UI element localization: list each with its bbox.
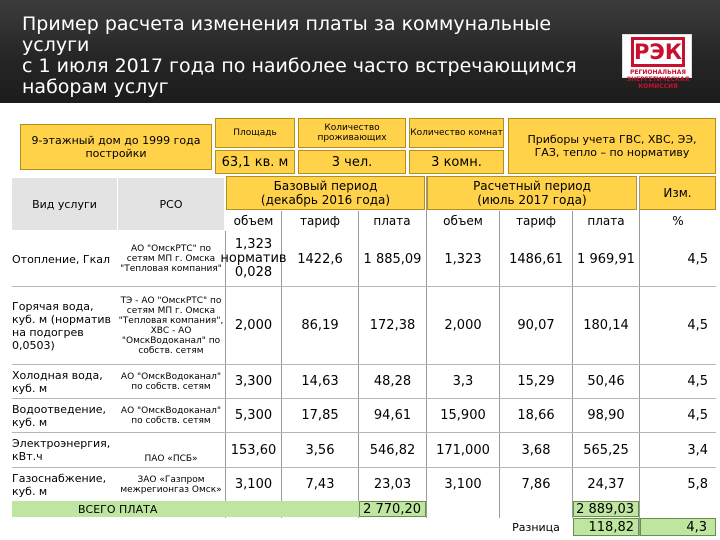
rso-name: ЗАО «Газпром межрегионгаз Омск» — [120, 474, 222, 495]
residents-value-box — [298, 150, 406, 174]
row-hot-water-pay-base — [359, 287, 426, 364]
volume-calc: 3,100 — [444, 477, 482, 492]
row-sewage-vol-calc — [427, 399, 499, 432]
rso-name: АО "ОмскРТС" по сетям МП г. Омска "Тепловая компания" — [120, 244, 222, 274]
difference-label: Разница — [512, 520, 560, 534]
row-electricity-vol-base — [226, 433, 281, 467]
total-label: ВСЕГО ПЛАТА — [78, 502, 158, 516]
difference-pct: 4,3 — [686, 519, 707, 535]
total-base-cell — [359, 501, 426, 517]
row-gas-vol-calc — [427, 468, 499, 501]
base-period-header — [226, 176, 425, 210]
volume-calc: 3,3 — [452, 374, 474, 389]
rooms-label: Количество комнат — [410, 128, 503, 138]
percent-label: % — [672, 214, 684, 228]
tariff-base: 7,43 — [305, 477, 335, 492]
calc-tariff-header — [500, 211, 572, 231]
row-gas-tariff-base — [282, 468, 358, 501]
row-hot-water-vol-base — [226, 287, 281, 364]
pay-calc: 50,46 — [587, 374, 625, 389]
meters-box — [508, 118, 716, 174]
row-hot-water-pct — [640, 287, 716, 364]
tariff-calc: 90,07 — [517, 318, 555, 333]
volume-base: 5,300 — [234, 408, 273, 423]
calc-tariff-label: тариф — [515, 214, 557, 228]
row-sewage-rso — [118, 399, 224, 432]
row-electricity-rso — [118, 452, 224, 466]
volume-calc: 2,000 — [444, 318, 482, 333]
service-name: Электроэнергия, кВт.ч — [12, 437, 111, 463]
pay-calc: 565,25 — [583, 442, 629, 458]
row-sewage-service — [12, 399, 118, 432]
calc-pay-label: плата — [587, 214, 625, 228]
difference-pct-cell — [640, 518, 716, 536]
row-heating-pay-base — [359, 232, 426, 286]
row-heating-pay-calc — [573, 232, 639, 286]
row-electricity-pay-base — [359, 433, 426, 467]
row-cold-water-pay-base — [359, 365, 426, 398]
row-hot-water-tariff-calc — [500, 287, 572, 364]
volume-calc: 1,323 — [444, 251, 482, 267]
row-hot-water-tariff-base — [282, 287, 358, 364]
base-pay-label: плата — [373, 214, 411, 228]
pay-calc: 180,14 — [583, 318, 629, 333]
difference-label-cell — [500, 518, 572, 536]
volume-base: 2,000 — [234, 318, 273, 333]
row-heating-tariff-base — [282, 232, 358, 286]
row-heating-tariff-calc — [500, 232, 572, 286]
row-cold-water-tariff-calc — [500, 365, 572, 398]
volume-calc: 15,900 — [440, 408, 486, 423]
house-type-text: 9-этажный дом до 1999 года постройки — [31, 134, 201, 160]
col-rso-label: РСО — [159, 197, 183, 211]
change-pct: 3,4 — [687, 442, 708, 458]
row-cold-water-vol-calc — [427, 365, 499, 398]
row-sewage-pct — [640, 399, 716, 432]
calc-volume-label: объем — [443, 214, 483, 228]
tariff-base: 14,63 — [301, 374, 339, 389]
base-pay-header — [359, 211, 425, 231]
base-period-label: Базовый период (декабрь 2016 года) — [260, 179, 391, 207]
calc-pay-header — [573, 211, 639, 231]
row-heating-pct — [640, 232, 716, 286]
col-service-label: Вид услуги — [32, 197, 97, 211]
slide-header — [0, 0, 720, 103]
rso-name: АО "ОмскВодоканал" по собств. сетям — [120, 405, 222, 426]
rek-logo-mark: РЭК — [631, 37, 685, 67]
pay-calc: 1 969,91 — [577, 251, 635, 267]
row-hot-water-rso — [118, 287, 224, 364]
pay-calc: 98,90 — [587, 408, 625, 423]
tariff-base: 3,56 — [305, 442, 335, 458]
house-type-box — [20, 124, 212, 170]
change-pct: 4,5 — [687, 318, 708, 333]
row-electricity-pct — [640, 433, 716, 467]
total-base-value: 2 770,20 — [363, 501, 421, 517]
rso-name: ТЭ - АО "ОмскРТС" по сетям МП г. Омска "Тепловая компания", ХВС - АО "ОмскВодоканал" по собств. сетям — [118, 295, 224, 356]
service-name: Водоотведение, куб. м — [12, 402, 106, 429]
row-cold-water-pct — [640, 365, 716, 398]
service-name: Холодная вода, куб. м — [12, 368, 103, 395]
area-label-box — [215, 118, 295, 148]
pay-base: 23,03 — [373, 477, 412, 492]
row-electricity-vol-calc — [427, 433, 499, 467]
change-pct: 5,8 — [687, 477, 708, 492]
area-label: Площадь — [233, 128, 277, 138]
row-cold-water-vol-base — [226, 365, 281, 398]
residents-value: 3 чел. — [331, 154, 373, 170]
row-heating-vol-calc — [427, 232, 499, 286]
change-label: Изм. — [663, 186, 692, 200]
area-value-box — [215, 150, 295, 174]
percent-header — [640, 211, 716, 231]
calc-period-header — [427, 176, 637, 210]
row-cold-water-service — [12, 365, 118, 398]
difference-value: 118,82 — [588, 519, 634, 535]
col-rso-header — [118, 178, 224, 230]
row-electricity-service — [12, 433, 118, 467]
rso-name: ПАО «ПСБ» — [144, 454, 198, 464]
tariff-base: 17,85 — [301, 408, 339, 423]
row-sewage-pay-calc — [573, 399, 639, 432]
meters-text: Приборы учета ГВС, ХВС, ЭЭ, ГАЗ, тепло – по нормативу — [527, 133, 697, 159]
change-pct: 4,5 — [687, 251, 708, 267]
row-sewage-tariff-calc — [500, 399, 572, 432]
rooms-label-box — [409, 118, 504, 148]
row-gas-pay-base — [359, 468, 426, 501]
calc-volume-header — [427, 211, 499, 231]
row-heating-rso — [118, 232, 224, 286]
total-calc-value: 2 889,03 — [576, 501, 634, 517]
row-sewage-tariff-base — [282, 399, 358, 432]
total-calc-cell — [573, 501, 639, 517]
row-hot-water-vol-calc — [427, 287, 499, 364]
row-gas-tariff-calc — [500, 468, 572, 501]
volume-calc: 171,000 — [436, 442, 490, 458]
tariff-calc: 1486,61 — [509, 251, 563, 267]
volume-base: 1,323 норматив 0,028 — [220, 237, 287, 280]
row-gas-service — [12, 468, 118, 501]
pay-base: 172,38 — [369, 318, 416, 333]
rooms-value: 3 комн. — [431, 154, 482, 170]
service-name: Газоснабжение, куб. м — [12, 471, 107, 498]
row-cold-water-tariff-base — [282, 365, 358, 398]
row-cold-water-rso — [118, 365, 224, 398]
base-tariff-label: тариф — [299, 214, 341, 228]
area-value: 63,1 кв. м — [221, 154, 289, 170]
tariff-base: 86,19 — [301, 318, 339, 333]
row-gas-pct — [640, 468, 716, 501]
row-electricity-tariff-calc — [500, 433, 572, 467]
row-sewage-pay-base — [359, 399, 426, 432]
rooms-value-box — [409, 150, 504, 174]
residents-label: Количество проживающих — [317, 123, 387, 143]
base-tariff-header — [282, 211, 358, 231]
change-header — [639, 176, 716, 210]
calc-period-label: Расчетный период (июль 2017 года) — [473, 179, 591, 207]
col-service-header — [12, 178, 117, 230]
rek-logo — [622, 34, 692, 90]
rek-logo-caption: РЕГИОНАЛЬНАЯ ЭНЕРГЕТИЧЕСКАЯ КОМИССИЯ — [626, 69, 690, 90]
pay-base: 94,61 — [373, 408, 412, 423]
row-cold-water-pay-calc — [573, 365, 639, 398]
row-heating-service — [12, 232, 118, 286]
row-gas-rso — [118, 468, 224, 501]
service-name: Отопление, Гкал — [12, 252, 111, 266]
volume-base: 3,100 — [234, 477, 273, 492]
row-heating-vol-base — [220, 232, 287, 286]
slide-title: Пример расчета изменения платы за коммунальные услуги с 1 июля 2017 года по наиболее часто встречающимся наборам услуг — [22, 13, 577, 98]
row-gas-vol-base — [226, 468, 281, 501]
tariff-calc: 3,68 — [521, 442, 551, 458]
change-pct: 4,5 — [687, 374, 708, 389]
volume-base: 3,300 — [234, 374, 273, 389]
row-electricity-tariff-base — [282, 433, 358, 467]
base-volume-label: объем — [233, 214, 274, 228]
rso-name: АО "ОмскВодоканал" по собств. сетям — [120, 371, 222, 392]
residents-label-box — [298, 118, 406, 148]
tariff-calc: 15,29 — [517, 374, 555, 389]
pay-base: 546,82 — [369, 442, 416, 458]
volume-base: 153,60 — [230, 442, 277, 458]
row-gas-pay-calc — [573, 468, 639, 501]
pay-base: 48,28 — [373, 374, 412, 389]
difference-value-cell — [573, 518, 639, 536]
change-pct: 4,5 — [687, 408, 708, 423]
tariff-base: 1422,6 — [297, 251, 343, 267]
row-sewage-vol-base — [226, 399, 281, 432]
base-volume-header — [226, 211, 281, 231]
tariff-calc: 7,86 — [521, 477, 551, 492]
pay-base: 1 885,09 — [363, 251, 422, 267]
tariff-calc: 18,66 — [517, 408, 555, 423]
service-name: Горячая вода, куб. м (норматив на подогрев 0,0503) — [12, 299, 111, 352]
row-hot-water-pay-calc — [573, 287, 639, 364]
pay-calc: 24,37 — [587, 477, 625, 492]
row-electricity-pay-calc — [573, 433, 639, 467]
row-hot-water-service — [12, 287, 118, 364]
